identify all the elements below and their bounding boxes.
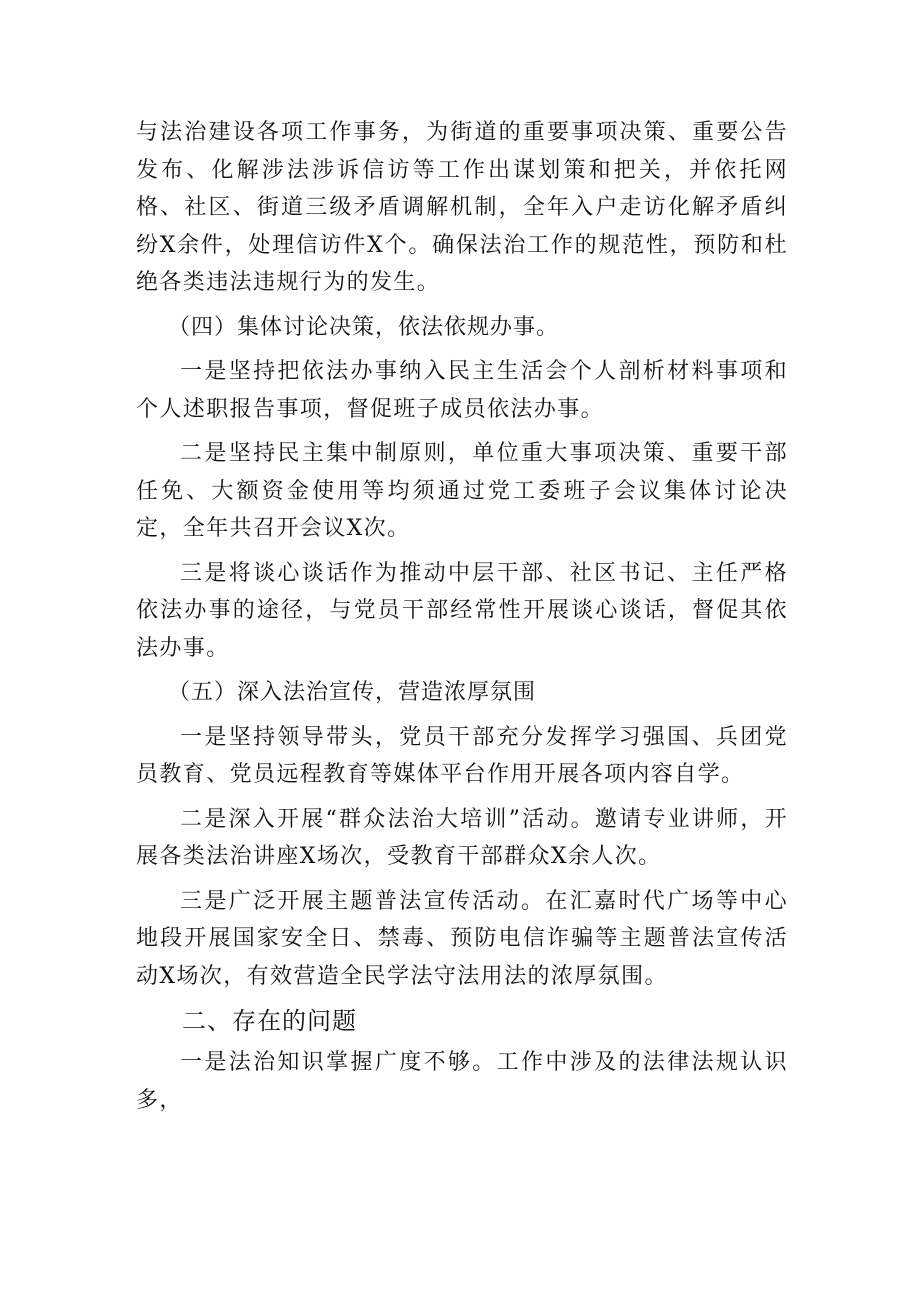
subheading-four: （四）集体讨论决策，依法依规办事。	[168, 314, 560, 340]
section-heading-problems: 二、存在的问题	[182, 1007, 357, 1035]
paragraph-four-item-3: 三是将谈心谈话作为推动中层干部、社区书记、主任严格依法办事的途径，与党员干部经常性开展谈心谈话，督促其依法办事。	[136, 560, 788, 661]
paragraph-five-item-1: 一是坚持领导带头，党员干部充分发挥学习强国、兵团党员教育、党员远程教育等媒体平台作用开展各项内容自学。	[136, 724, 788, 787]
paragraph-five-item-3: 三是广泛开展主题普法宣传活动。在汇嘉时代广场等中心地段开展国家安全日、禁毒、预防电信诈骗等主题普法宣传活动X场次，有效营造全民学法守法用法的浓厚氛围。	[136, 888, 788, 989]
paragraph-four-item-1: 一是坚持把依法办事纳入民主生活会个人剖析材料事项和个人述职报告事项，督促班子成员依法办事。	[136, 359, 788, 422]
paragraph-problem-1: 一是法治知识掌握广度不够。工作中涉及的法律法规认识多，	[136, 1050, 788, 1113]
paragraph-continuation: 与法治建设各项工作事务，为街道的重要事项决策、重要公告发布、化解涉法涉诉信访等工作出谋划策和把关，并依托网格、社区、街道三级矛盾调解机制，全年入户走访化解矛盾纠纷X余件，处理信访件X个。确保法治工作的规范性，预防和杜绝各类违法违规行为的发生。	[136, 120, 788, 295]
document-body	[136, 114, 788, 1119]
paragraph-four-item-2: 二是坚持民主集中制原则，单位重大事项决策、重要干部任免、大额资金使用等均须通过党工委班子会议集体讨论决定，全年共召开会议X次。	[136, 441, 788, 541]
paragraph-five-item-2: 二是深入开展“群众法治大培训”活动。邀请专业讲师，开展各类法治讲座X场次，受教育干部群众X余人次。	[136, 806, 788, 869]
subheading-five: （五）深入法治宣传，营造浓厚氛围	[168, 680, 537, 705]
